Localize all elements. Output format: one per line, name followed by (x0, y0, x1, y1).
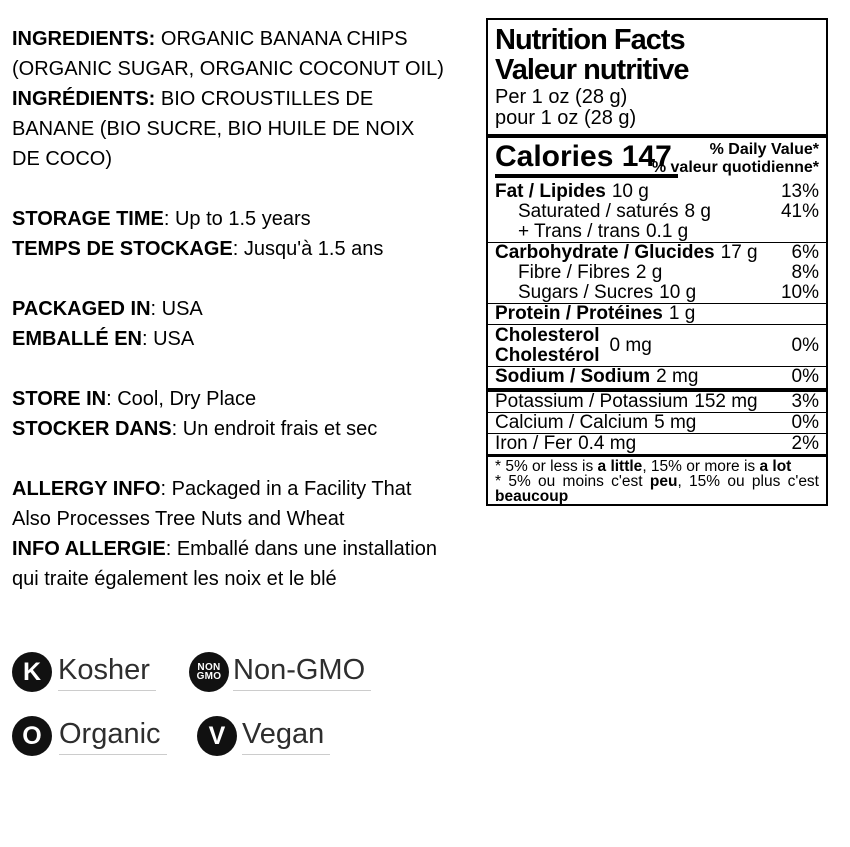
store-en-line: STORE IN: Cool, Dry Place (12, 388, 257, 410)
nutrient-row-fat: Fat / Lipides 10 g 13% (495, 181, 819, 202)
footnote-en: * 5% or less is a little, 15% or more is a lot (495, 458, 792, 475)
packaged-in-section (12, 294, 480, 354)
nutrient-row-protein: Protein / Protéines 1 g (495, 303, 696, 324)
calories-row (488, 138, 826, 182)
kosher-label: Kosher (58, 652, 156, 692)
nutrient-row-carbohydrate: Carbohydrate / Glucides 17 g 6% (495, 242, 819, 263)
allergy-fr-line1: INFO ALLERGIE: Emballé dans une installation (12, 538, 437, 560)
store-fr-label: STOCKER DANS (12, 418, 172, 440)
nutrient-row-potassium: Potassium / Potassium 152 mg 3% (495, 391, 819, 412)
allergy-info-section (12, 474, 480, 594)
ingredients-fr-label: INGRÉDIENTS: (12, 88, 156, 110)
kosher-icon: K (12, 652, 52, 692)
nutrient-row-cholesterol: Cholesterol Cholestérol 0 mg 0% (495, 324, 819, 366)
nutrient-row-saturated: Saturated / saturés 8 g 41% (518, 201, 819, 222)
nutrient-row-sugars: Sugars / Sucres 10 g 10% (518, 282, 819, 303)
vegan-icon: V (197, 716, 237, 756)
nutrient-row-sodium: Sodium / Sodium 2 mg 0% (495, 366, 819, 387)
organic-label: Organic (59, 716, 167, 756)
allergy-fr-label: INFO ALLERGIE (12, 538, 166, 560)
footnote-fr: * 5% ou moins c'est peu, 15% ou plus c'est beaucoup (495, 473, 819, 505)
calories-value: Calories 147 (495, 140, 678, 178)
store-fr-line: STOCKER DANS: Un endroit frais et sec (12, 418, 378, 440)
allergy-fr-line2: qui traite également les noix et le blé (12, 568, 337, 590)
nutrient-row-trans: + Trans / trans 0.1 g (518, 221, 689, 242)
daily-value-header: % Daily Value* % valeur quotidienne* (651, 141, 819, 176)
organic-icon: O (12, 716, 52, 756)
storage-time-section (12, 204, 480, 264)
ingredients-en-line2: (ORGANIC SUGAR, ORGANIC COCONUT OIL) (12, 58, 444, 80)
ingredients-en-line1: INGREDIENTS: ORGANIC BANANA CHIPS (12, 28, 408, 50)
packaged-en-label: PACKAGED IN (12, 298, 151, 320)
storage-en-line: STORAGE TIME: Up to 1.5 years (12, 208, 311, 230)
ingredients-section (12, 24, 480, 174)
packaged-en-line: PACKAGED IN: USA (12, 298, 203, 320)
ingredients-en-label: INGREDIENTS: (12, 28, 156, 50)
nutrient-row-fibre: Fibre / Fibres 2 g 8% (518, 262, 819, 283)
allergy-en-line1: ALLERGY INFO: Packaged in a Facility That (12, 478, 412, 500)
vegan-label: Vegan (242, 716, 330, 756)
nutrient-row-calcium: Calcium / Calcium 5 mg 0% (495, 412, 819, 433)
packaged-fr-label: EMBALLÉ EN (12, 328, 142, 350)
storage-fr-label: TEMPS DE STOCKAGE (12, 238, 233, 260)
store-en-label: STORE IN (12, 388, 107, 410)
ingredients-fr-line3: DE COCO) (12, 148, 112, 170)
allergy-en-label: ALLERGY INFO (12, 478, 161, 500)
serving-size-fr: pour 1 oz (28 g) (495, 107, 637, 129)
packaged-fr-line: EMBALLÉ EN: USA (12, 328, 195, 350)
ingredients-fr-line2: BANANE (BIO SUCRE, BIO HUILE DE NOIX (12, 118, 415, 140)
thick-rule (488, 454, 826, 457)
serving-size-en: Per 1 oz (28 g) (495, 86, 628, 108)
store-in-section (12, 384, 480, 444)
allergy-en-line2: Also Processes Tree Nuts and Wheat (12, 508, 345, 530)
storage-fr-line: TEMPS DE STOCKAGE: Jusqu'à 1.5 ans (12, 238, 384, 260)
storage-en-label: STORAGE TIME (12, 208, 164, 230)
non-gmo-icon: NON GMO (189, 652, 229, 692)
non-gmo-label: Non-GMO (233, 652, 371, 692)
ingredients-fr-line1: INGRÉDIENTS: BIO CROUSTILLES DE (12, 88, 374, 110)
nutrition-facts-panel (486, 18, 828, 506)
panel-title-en: Nutrition Facts (495, 24, 685, 56)
nutrient-row-iron: Iron / Fer 0.4 mg 2% (495, 433, 819, 454)
panel-title-fr: Valeur nutritive (495, 54, 689, 86)
